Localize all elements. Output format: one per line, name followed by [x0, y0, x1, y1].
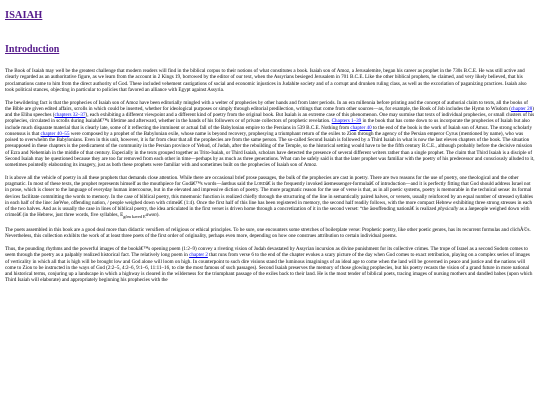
text: â€ is the frequently invoked âœmessenger-formulaâ€ of introduction—and it is perfectly fitting that God should address Israel not in prose, which is closer to the language of everyday human intercourse, but in the elevated and impressive diction of poetry. The more pragmatic reason for the use of verse is that, as in all poetic systems, poetry is memorable in the technical sense: its formal devices facilitate committing the words to memory. In the case of biblical poetry, this mnemonic function is realized chiefly through the structuring of the line in semantically paired halves, or versets, usually reinforced by an equal number of stressed syllables in each half of the line: âœWoe, offending nation, / people weighed down with crimeâ€ (1:4). Once the first half of this line has been registered in memory, the second half readily follows, with the more compact Hebrew exhibiting three strong stresses in each of the two halves. And as is usually the case in lines of biblical poetry, the idea articulated in the first verset is driven home through a concretization of it in the second verset: “the âœoffending nationâ€ is realized	[5, 181, 533, 212]
emphasis: physically	[437, 206, 459, 212]
link-chapter-40[interactable]: chapter 40	[350, 124, 372, 131]
link-chapter-2[interactable]: chapter 2	[189, 252, 208, 259]
text: Like the other biblical prophets, he claimed, and very likely believed, that his proclamations came to him from the direct authority of God. These included vehement castigations of social and economic injustices in Judahite society and of a corrupt and drunken ruling class, as well as the excoriation of paganizing practices. Isaiah also took political stances, objecting in particular to policies that favored an alliance with Egypt against Assyria.	[5, 74, 527, 93]
text: to the end of the book is the work of Isaiah son of Amoz. The strong scholarly consensus is that	[5, 124, 533, 137]
lord-word: Lord	[254, 181, 266, 187]
paragraph-2	[5, 100, 535, 169]
text: as a âœpeople weighed down with crimeâ€ (in the Hebrew, just three words, five syllables, E	[5, 206, 530, 219]
text: ), each exhibiting a different viewpoint and a different kind of poetry from the original book. But Isaiah is an extreme case of this phenomenon. One may surmise that texts of individual prophecies, or small clusters of his prophecies, circulated in scrolls during Isaiahâ€™s lifetime and afterward, whether in the hands of his followers or of private collectors of prophetic revelation.	[5, 112, 535, 125]
era-label: B.C.E.	[306, 124, 320, 131]
text: He was still active and clearly regarded as an authoritative figure, as we learn from the account in 2 Kings 19, borrowed by the editor of our text, when the Assyrians besieged Jerusalem in 701	[5, 68, 525, 81]
era-label: B.C.E.	[463, 68, 478, 74]
transliteration-em: awon	[145, 212, 157, 219]
book-title: ISAIAH	[5, 10, 43, 21]
text: in the book that has come down to us incorporate the prophecies of Isaiah but also include much disparate material that is clearly late, some of it reflecting the imminent or actual fall of the Babylonian empire to the Persians in 539	[5, 118, 530, 131]
era-label: B.C.E.	[350, 74, 364, 81]
era-label: B.C.E.	[421, 143, 436, 150]
section-heading: Introduction	[5, 44, 60, 55]
text: The Book of Isaiah may well be the greatest challenge that modern readers will find in the biblical corpus to their notions of what constitutes a book. Isaiah son of Amoz, a Jerusalemite, began his career as prophet in the 730s	[5, 68, 464, 74]
text: were composed by a prophet of the Babylonian exile, whose name is beyond recovery, prophesying a triumphant return of the exiles to Zion through the agency of the Persian emperor Cyrus (mentioned by name), who was poised to overwhelm the Babylonians. Even in this unit, however, it is far from clear that all the prophecies are from the same person. The so-called Second Isaiah is followed by a Third Isaiah in what is now the last eleven chapters of the book. The situation presupposed in these chapters is the predicament of the community in the Persian province of Yehud, of Judah, after the rebuilding of the Temple, so the historical setting would have to be the fifth century	[5, 130, 530, 150]
text: ) and the Elihu speeches (	[5, 105, 534, 118]
text: that runs from verse 6 to the end of the chapter evokes a scary picture of the day when God comes to exact retribution, playing on a complex series of images of verticality in which all that is high will be brought low and God alone will loom on high. In counterpoint to such dire visions stand the luminous imaginings of an ideal age to come when the land will be governed in peace and justice and the nations will come to Zion to be instructed in the ways of God (2:2–5, 4:2–6, 9:1–6, 11:11–16, to cite the most famous of such passages). Second Isaiah preserves the memory of those glowing prophecies, but his poetry recasts the vision of a grand future in more national and historical terms, conjuring up a landscape in which a highway is cleared in the wilderness for the triumphant passage of the exiles back to their land. He is the most tender of biblical poets, tracing images of nursing mothers and dandled babes (upon which Third Isaiah will elaborate) and appropriately beginning his prophecies with the	[5, 252, 533, 284]
text: It is above all the vehicle of poetry in all these prophets that demands close attention. While there are occasional brief prose passages, the bulk of the prophecies are cast in poetry. There are two reasons for the use of poetry, one theological and the other pragmatic. In most of these texts, the prophet represents himself as the mouthpiece for Godâ€™s words—âœthus said the	[5, 174, 519, 187]
text: The bewildering fact is that the prophecies of Isaiah son of Amoz have been editorially mingled with a welter of prophecies by other hands and from later periods. In an era millennia before printing and the concept of authorial claim to texts, all the books of the Bible are given edited affairs, scrolls in which could be inserted, whether for ideological purposes or simply through editorial predilection, writings that come from other sources—as, for example, the Book of Job includes the Hymn to Wisdom (	[5, 99, 528, 112]
text: The poets assembled in this book are a good deal more than didactic versifiers of religious or ethical principles. To be sure, one encounters some stretches of boilerplate verse: Prophetic poetry, like other poetic genres, has its recurrent formulas and clichÃ©s. Nevertheless, this collection exhibits the work of at least three poets of the first order of originality, perhaps even more, depending on how one construes attribution to certain individual poems.	[5, 227, 531, 240]
link-chapter-40-55[interactable]: chapter 40–55	[40, 130, 70, 137]
text: Thus, the pounding rhythms and the powerful images of the bookâ€™s opening poem (1:2–9) convey a riveting vision of Judah devastated by Assyrian incursion as divine punishment for its collective crimes. The trope of Israel as a second Sodom comes to seem through the poetry as a palpably realized historical fact. The relatively long poem in	[5, 246, 528, 259]
text: ).	[156, 212, 160, 219]
paragraph-5	[5, 246, 535, 284]
paragraph-4	[5, 227, 535, 240]
text: , although probably before the decisive mission of Ezra and Nehemiah in the middle of that century. Especially in the texts grouped together as Trito-Isaiah, or Third Isaiah, scholars have detected the presence of several different writers rather than a single prophet. The claim that Third Isaiah is a disciple of Second Isaiah may be questioned because they are too far removed from each other in time—perhaps by as much as three generations. What can be safely said is that the later prophet was familiar with the poetry of his predecessor and consciously alluded to it, sometimes pointedly elaborating its imagery, just as both these prophets were familiar with and sometimes built on the prophecies of Isaiah son of Amoz.	[5, 143, 535, 168]
link-chapter-28[interactable]: chapter 28	[510, 105, 533, 112]
text: Nothing from	[319, 124, 351, 131]
paragraph-3	[5, 175, 535, 221]
link-chapters-1-39[interactable]: Chapters 1–39	[331, 118, 362, 125]
link-chapters-32-37[interactable]: chapters 32–37	[54, 112, 86, 118]
paragraph-1	[5, 68, 535, 93]
transliteration: gôm kəved E	[123, 214, 146, 220]
